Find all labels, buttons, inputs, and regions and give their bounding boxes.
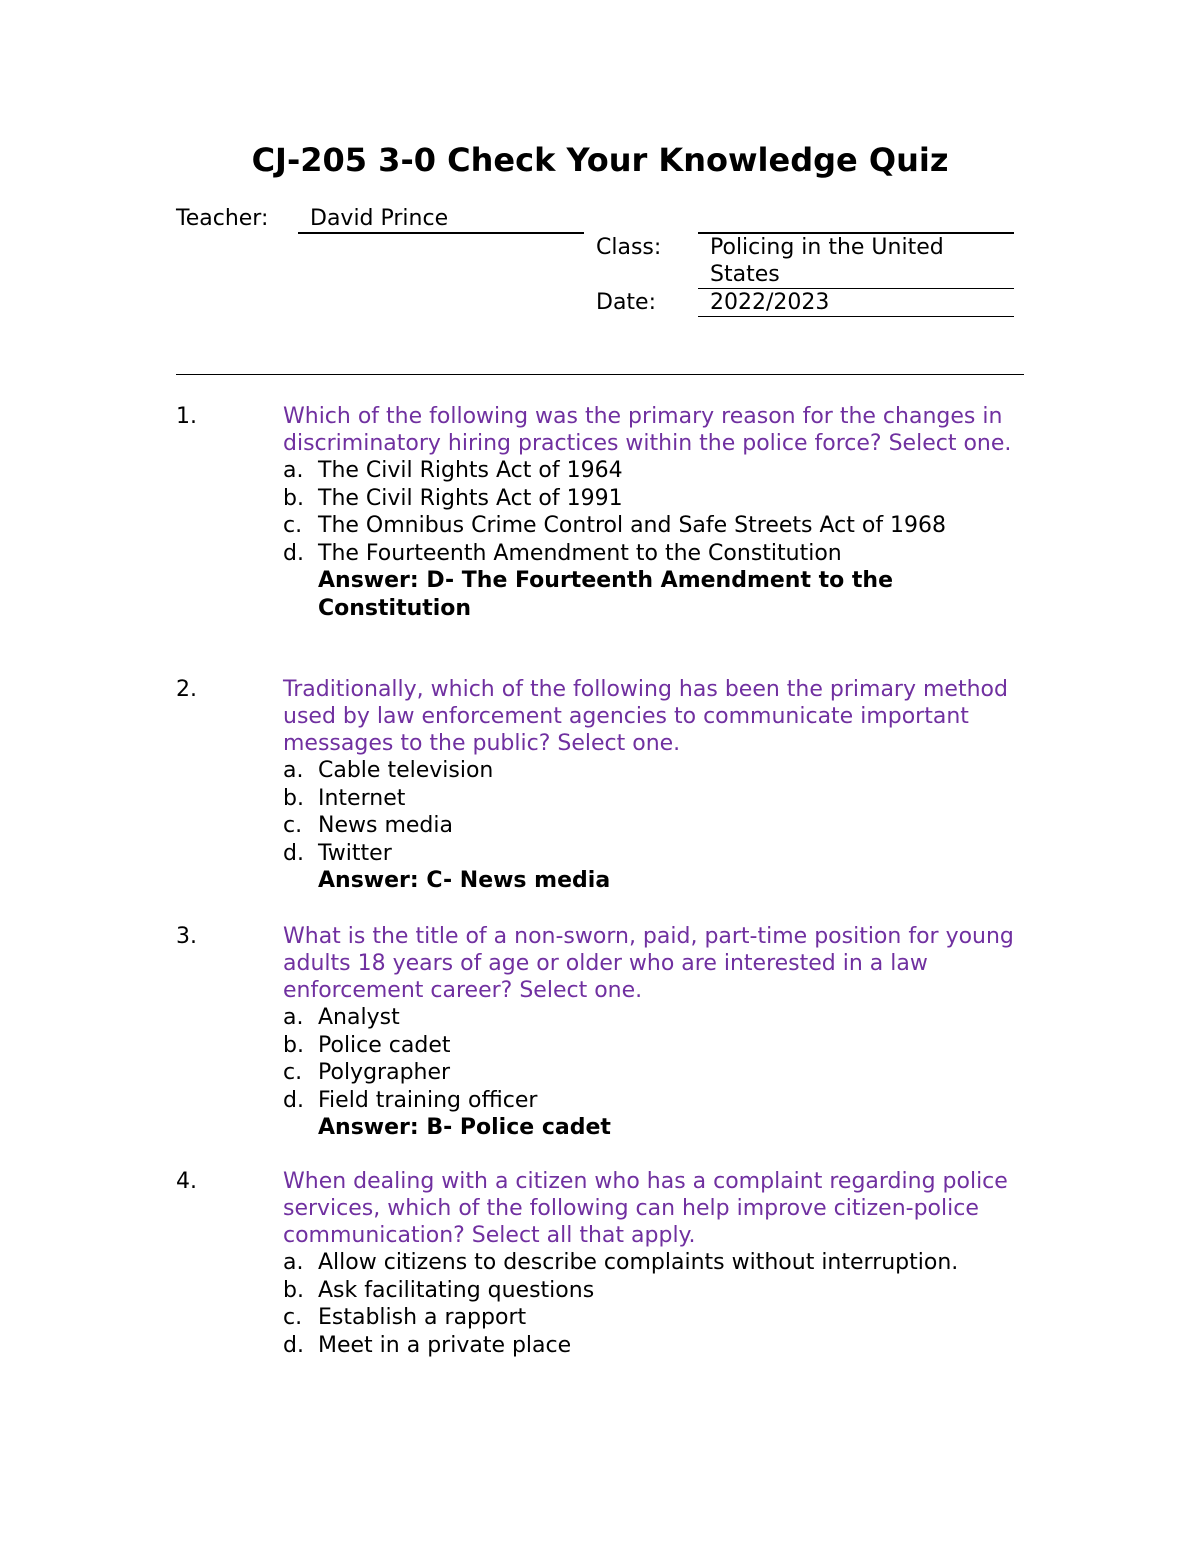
date-label: Date: — [596, 290, 656, 315]
question-text: Traditionally, which of the following has been the primary method used by law enforcement agencies to communicate important messages to the public? Select one. — [283, 677, 1008, 756]
question-text: What is the title of a non-sworn, paid, part-time position for young adults 18 years of age or older who are interested in a law enforcement career? Select one. — [283, 924, 1014, 1003]
option-text: Twitter — [318, 840, 392, 866]
question-number: 3. — [176, 924, 197, 949]
option-item — [283, 485, 1036, 513]
option-item — [283, 1032, 1036, 1060]
option-text: Polygrapher — [318, 1060, 451, 1085]
question-text: When dealing with a citizen who has a complaint regarding police services, which of the following can help improve citizen-police communication? Select all that apply. — [283, 1169, 1008, 1248]
option-item — [283, 1004, 1036, 1032]
option-item — [283, 785, 1036, 813]
option-text: Allow citizens to describe complaints without interruption. — [318, 1250, 959, 1275]
option-item — [283, 1277, 1036, 1305]
option-letter: c. — [283, 813, 303, 838]
option-text: Establish a rapport — [318, 1305, 527, 1330]
option-list — [283, 457, 1036, 567]
answer-text: Answer: C- News media — [318, 868, 611, 893]
option-item — [283, 812, 1036, 840]
class-value: Policing in the United States — [710, 235, 944, 287]
option-text: Ask facilitating questions — [318, 1277, 595, 1303]
option-item — [283, 1332, 1036, 1360]
question-number: 2. — [176, 677, 197, 702]
answer-text: Answer: B- Police cadet — [318, 1115, 611, 1140]
answer-text: Answer: D- The Fourteenth Amendment to the Constitution — [318, 568, 894, 621]
option-item — [283, 1304, 1036, 1332]
option-letter: c. — [283, 1060, 303, 1085]
option-item — [283, 457, 1036, 485]
option-letter: d. — [283, 1332, 304, 1358]
option-text: The Civil Rights Act of 1991 — [318, 485, 623, 511]
date-underline — [698, 316, 1014, 317]
option-item — [283, 1087, 1036, 1115]
option-item — [283, 1249, 1036, 1277]
option-letter: a. — [283, 1250, 304, 1275]
option-letter: d. — [283, 840, 304, 866]
option-text: The Omnibus Crime Control and Safe Streets Act of 1968 — [318, 513, 947, 538]
option-letter: b. — [283, 1277, 304, 1303]
teacher-value: David Prince — [310, 206, 449, 231]
option-letter: b. — [283, 785, 304, 811]
option-letter: c. — [283, 1305, 303, 1330]
option-text: Meet in a private place — [318, 1332, 572, 1358]
option-letter: a. — [283, 458, 304, 483]
option-text: Police cadet — [318, 1032, 451, 1058]
option-letter: d. — [283, 1087, 304, 1113]
option-item — [283, 1059, 1036, 1087]
date-value: 2022/2023 — [710, 290, 830, 315]
option-letter: a. — [283, 758, 304, 783]
question-4 — [176, 1168, 1036, 1359]
option-letter: b. — [283, 485, 304, 511]
question-number: 4. — [176, 1169, 197, 1194]
class-label: Class: — [596, 235, 662, 260]
option-letter: b. — [283, 1032, 304, 1058]
option-text: News media — [318, 813, 453, 838]
option-item — [283, 540, 1036, 568]
option-letter: a. — [283, 1005, 304, 1030]
option-item — [283, 757, 1036, 785]
option-letter: d. — [283, 540, 304, 566]
teacher-underline — [298, 232, 584, 234]
option-list — [283, 1249, 1036, 1359]
option-list — [283, 757, 1036, 867]
question-2 — [176, 676, 1036, 895]
option-text: Internet — [318, 785, 406, 811]
teacher-label: Teacher: — [176, 206, 269, 231]
option-list — [283, 1004, 1036, 1114]
option-text: Field training officer — [318, 1087, 538, 1113]
option-text: The Civil Rights Act of 1964 — [318, 458, 623, 483]
option-item — [283, 512, 1036, 540]
question-3 — [176, 923, 1036, 1142]
option-text: Cable television — [318, 758, 494, 783]
question-number: 1. — [176, 404, 197, 429]
question-text: Which of the following was the primary reason for the changes in discriminatory hiring practices within the police force? Select one. — [283, 404, 1012, 456]
question-1 — [176, 403, 1036, 623]
option-text: The Fourteenth Amendment to the Constitution — [318, 540, 842, 566]
option-letter: c. — [283, 513, 303, 538]
header-divider — [176, 374, 1024, 375]
page-title: CJ-205 3-0 Check Your Knowledge Quiz — [251, 141, 949, 179]
option-item — [283, 840, 1036, 868]
option-text: Analyst — [318, 1005, 400, 1030]
